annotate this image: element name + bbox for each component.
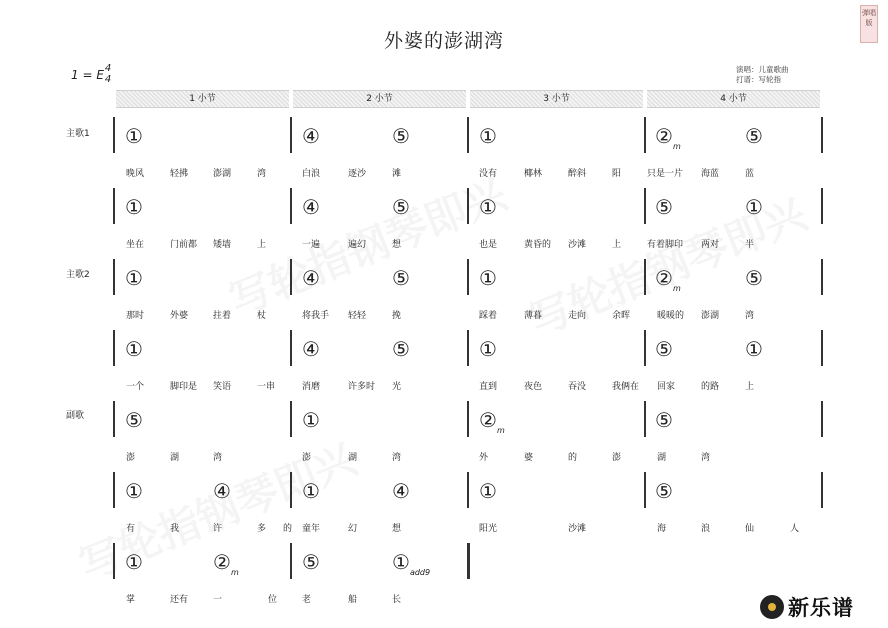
bar-line xyxy=(821,259,823,295)
lyric-word: 薄暮 xyxy=(524,311,543,321)
chord-degree: ① xyxy=(392,550,410,574)
lyric-word: 走向 xyxy=(568,311,587,321)
lyric-word: 一串 xyxy=(257,382,276,392)
chord-degree: ① xyxy=(125,266,143,290)
measure-header-1: 1 小节 xyxy=(116,90,289,108)
chord-degree: ④ xyxy=(392,479,410,503)
chord-symbol[interactable] xyxy=(392,126,410,146)
lyric-word: 只是一片 xyxy=(647,169,684,179)
lyric-word: 一个 xyxy=(126,382,145,392)
measure-header-3: 3 小节 xyxy=(470,90,643,108)
chord-symbol[interactable] xyxy=(479,197,497,217)
lyric-word: 暖暖的 xyxy=(657,311,685,321)
lyric-word: 澎 xyxy=(612,453,622,463)
lyric-word: 挽 xyxy=(392,311,402,321)
key-signature: 1 = E xyxy=(71,68,104,82)
lyric-word: 长 xyxy=(392,595,402,605)
chord-degree: ① xyxy=(302,479,320,503)
bar-line xyxy=(290,330,292,366)
chord-symbol[interactable] xyxy=(745,268,763,288)
lyric-word: 两对 xyxy=(701,240,720,250)
lyric-word: 晚风 xyxy=(126,169,145,179)
lyric-word: 椰林 xyxy=(524,169,543,179)
chord-degree: ① xyxy=(479,266,497,290)
singer-credit: 演唱：儿童歌曲 xyxy=(736,65,789,74)
lyric-word: 湾 xyxy=(213,453,223,463)
bar-line xyxy=(290,401,292,437)
lyric-word: 外婆 xyxy=(170,311,189,321)
bar-line xyxy=(467,543,470,579)
lyric-word: 外 xyxy=(479,453,489,463)
bar-line xyxy=(644,117,646,153)
lyric-word: 海 xyxy=(657,524,667,534)
chord-degree: ⑤ xyxy=(655,479,673,503)
chord-degree: ④ xyxy=(302,195,320,219)
chord-symbol[interactable] xyxy=(125,481,143,501)
chord-symbol[interactable] xyxy=(655,481,673,501)
chord-degree: ② xyxy=(655,124,673,148)
lyric-word: 童年 xyxy=(302,524,321,534)
chord-degree: ⑤ xyxy=(392,266,410,290)
lyric-word: 遍幻 xyxy=(348,240,367,250)
bar-line xyxy=(113,330,115,366)
chord-symbol[interactable] xyxy=(213,552,239,577)
chord-symbol[interactable] xyxy=(392,481,410,501)
lyric-word: 半 xyxy=(745,240,755,250)
bar-line xyxy=(467,259,469,295)
lyric-word: 有 xyxy=(126,524,136,534)
chord-quality: m xyxy=(230,568,239,577)
lyric-word: 沙滩 xyxy=(568,524,587,534)
bar-line xyxy=(467,330,469,366)
lyric-word: 踩着 xyxy=(479,311,498,321)
lyric-word: 想 xyxy=(392,524,402,534)
bar-line xyxy=(644,259,646,295)
lyric-word: 阳光 xyxy=(479,524,498,534)
chord-degree: ① xyxy=(125,550,143,574)
chord-degree: ④ xyxy=(302,266,320,290)
chord-degree: ④ xyxy=(213,479,231,503)
lyric-word: 一 xyxy=(213,595,223,605)
chord-degree: ① xyxy=(479,124,497,148)
record-icon xyxy=(760,595,784,619)
lyric-word: 湾 xyxy=(257,169,267,179)
bar-line xyxy=(644,472,646,508)
lyric-word: 杖 xyxy=(257,311,267,321)
bar-line xyxy=(113,401,115,437)
bar-line xyxy=(290,543,292,579)
bar-line xyxy=(467,117,469,153)
bar-line xyxy=(644,188,646,224)
lyric-word: 醉斜 xyxy=(568,169,587,179)
chord-degree: ⑤ xyxy=(392,124,410,148)
lyric-word: 沙滩 xyxy=(568,240,587,250)
lyric-word: 上 xyxy=(745,382,755,392)
chord-symbol[interactable] xyxy=(479,126,497,146)
chord-symbol[interactable] xyxy=(479,410,505,435)
chord-degree: ⑤ xyxy=(745,266,763,290)
lyric-word: 轻拂 xyxy=(170,169,189,179)
time-signature-top: 4 xyxy=(104,63,112,74)
bar-line xyxy=(290,472,292,508)
lyric-word: 阳 xyxy=(612,169,622,179)
lyric-word: 澎 xyxy=(302,453,312,463)
bar-line xyxy=(644,330,646,366)
chord-symbol[interactable] xyxy=(655,268,681,293)
chord-symbol[interactable] xyxy=(392,197,410,217)
lyric-word: 没有 xyxy=(479,169,498,179)
chord-symbol[interactable] xyxy=(655,339,673,359)
lyric-word: 轻轻 xyxy=(348,311,367,321)
arranger-credit: 打谱：写轮指 xyxy=(736,75,781,84)
chord-symbol[interactable] xyxy=(302,552,320,572)
chord-quality: add9 xyxy=(409,568,431,577)
measure-header-2: 2 小节 xyxy=(293,90,466,108)
lyric-word: 上 xyxy=(257,240,267,250)
lyric-word: 光 xyxy=(392,382,402,392)
lyric-word: 上 xyxy=(612,240,622,250)
chord-degree: ⑤ xyxy=(302,550,320,574)
lyric-word: 湾 xyxy=(392,453,402,463)
chord-degree: ⑤ xyxy=(655,195,673,219)
chord-symbol[interactable] xyxy=(392,552,430,577)
lyric-word: 余晖 xyxy=(612,311,631,321)
chord-symbol[interactable] xyxy=(745,126,763,146)
chord-symbol[interactable] xyxy=(479,268,497,288)
chord-symbol[interactable] xyxy=(479,339,497,359)
lyric-word: 直到 xyxy=(479,382,498,392)
lyric-word: 的 xyxy=(283,524,293,534)
lyric-word: 人 xyxy=(790,524,800,534)
lyric-word: 湾 xyxy=(701,453,711,463)
lyric-word: 还有 xyxy=(170,595,189,605)
bar-line xyxy=(821,330,823,366)
lyric-word: 滩 xyxy=(392,169,402,179)
chord-symbol[interactable] xyxy=(302,197,320,217)
lyric-word: 的 xyxy=(568,453,578,463)
lyric-word: 逐沙 xyxy=(348,169,367,179)
lyric-word: 有着脚印 xyxy=(647,240,684,250)
chord-degree: ① xyxy=(125,337,143,361)
chord-degree: ① xyxy=(745,195,763,219)
chord-quality: m xyxy=(672,284,681,293)
measure-header-4: 4 小节 xyxy=(647,90,820,108)
lyric-word: 将我手 xyxy=(302,311,330,321)
chord-degree: ② xyxy=(479,408,497,432)
bar-line xyxy=(467,188,469,224)
bar-line xyxy=(821,117,823,153)
lyric-word: 湖 xyxy=(348,453,358,463)
lyric-word: 坐在 xyxy=(126,240,145,250)
lyric-word: 湖 xyxy=(170,453,180,463)
chord-symbol[interactable] xyxy=(302,268,320,288)
time-signature xyxy=(102,63,114,85)
chord-symbol[interactable] xyxy=(125,552,143,572)
lyric-word: 船 xyxy=(348,595,358,605)
section-label-verse1: 主歌1 xyxy=(66,129,90,139)
chord-degree: ⑤ xyxy=(655,408,673,432)
chord-degree: ⑤ xyxy=(125,408,143,432)
lyric-word: 许多时 xyxy=(348,382,376,392)
bar-line xyxy=(821,472,823,508)
lyric-word: 也是 xyxy=(479,240,498,250)
lyric-word: 澎 xyxy=(126,453,136,463)
lyric-word: 拄着 xyxy=(213,311,232,321)
section-label-verse2: 主歌2 xyxy=(66,270,90,280)
chord-degree: ④ xyxy=(302,124,320,148)
chord-symbol[interactable] xyxy=(213,481,231,501)
chord-symbol[interactable] xyxy=(125,339,143,359)
chord-symbol[interactable] xyxy=(655,410,673,430)
bar-line xyxy=(644,401,646,437)
chord-degree: ① xyxy=(479,479,497,503)
bar-line xyxy=(821,401,823,437)
section-label-chorus: 副歌 xyxy=(66,411,85,421)
chord-symbol[interactable] xyxy=(302,481,320,501)
lyric-word: 位 xyxy=(268,595,278,605)
lyric-word: 一遍 xyxy=(302,240,321,250)
bar-line xyxy=(290,188,292,224)
bar-line xyxy=(113,472,115,508)
chord-degree: ⑤ xyxy=(392,337,410,361)
chord-quality: m xyxy=(672,142,681,151)
site-logo[interactable] xyxy=(760,594,854,620)
lyric-word: 白浪 xyxy=(302,169,321,179)
chord-degree: ① xyxy=(125,479,143,503)
bar-line xyxy=(467,401,469,437)
lyric-word: 幻 xyxy=(348,524,358,534)
lyric-word: 笑语 xyxy=(213,382,232,392)
chord-symbol[interactable] xyxy=(479,481,497,501)
lyric-word: 浪 xyxy=(701,524,711,534)
chord-degree: ② xyxy=(213,550,231,574)
chord-degree: ⑤ xyxy=(655,337,673,361)
lyric-word: 海蓝 xyxy=(701,169,720,179)
lyric-word: 老 xyxy=(302,595,312,605)
bar-line xyxy=(113,188,115,224)
lyric-word: 门前都 xyxy=(170,240,198,250)
chord-symbol[interactable] xyxy=(392,339,410,359)
chord-degree: ② xyxy=(655,266,673,290)
chord-degree: ① xyxy=(479,337,497,361)
chord-symbol[interactable] xyxy=(302,126,320,146)
bar-line xyxy=(467,472,469,508)
chord-symbol[interactable] xyxy=(745,339,763,359)
chord-symbol[interactable] xyxy=(392,268,410,288)
lyric-word: 多 xyxy=(257,524,267,534)
bar-line xyxy=(290,259,292,295)
chord-degree: ④ xyxy=(302,337,320,361)
page-title: 外婆的澎湖湾 xyxy=(383,30,504,52)
lyric-word: 仙 xyxy=(745,524,755,534)
lyric-word: 湾 xyxy=(745,311,755,321)
chord-quality: m xyxy=(496,426,505,435)
lyric-word: 消磨 xyxy=(302,382,321,392)
chord-symbol[interactable] xyxy=(125,126,143,146)
lyric-word: 我俩在 xyxy=(612,382,640,392)
chord-symbol[interactable] xyxy=(302,410,320,430)
chord-degree: ① xyxy=(125,124,143,148)
lyric-word: 掌 xyxy=(126,595,136,605)
version-badge: 弹唱版 xyxy=(860,5,878,43)
chord-degree: ① xyxy=(125,195,143,219)
chord-degree: ① xyxy=(302,408,320,432)
chord-symbol[interactable] xyxy=(655,126,681,151)
lyric-word: 矮墙 xyxy=(213,240,232,250)
lyric-word: 回家 xyxy=(657,382,676,392)
chord-symbol[interactable] xyxy=(125,197,143,217)
chord-symbol[interactable] xyxy=(745,197,763,217)
lyric-word: 黄昏的 xyxy=(524,240,552,250)
chord-degree: ① xyxy=(745,337,763,361)
bar-line xyxy=(290,117,292,153)
logo-text: 新乐谱 xyxy=(788,596,854,620)
time-signature-bottom: 4 xyxy=(104,74,112,85)
lyric-word: 许 xyxy=(213,524,223,534)
chord-symbol[interactable] xyxy=(302,339,320,359)
chord-degree: ① xyxy=(479,195,497,219)
chord-symbol[interactable] xyxy=(655,197,673,217)
lyric-word: 脚印是 xyxy=(170,382,198,392)
lyric-word: 湖 xyxy=(657,453,667,463)
bar-line xyxy=(113,117,115,153)
bar-line xyxy=(113,543,115,579)
lyric-word: 那时 xyxy=(126,311,145,321)
lyric-word: 我 xyxy=(170,524,180,534)
chord-symbol[interactable] xyxy=(125,410,143,430)
bar-line xyxy=(113,259,115,295)
chord-degree: ⑤ xyxy=(745,124,763,148)
lyric-word: 澎湖 xyxy=(701,311,720,321)
lyric-word: 澎湖 xyxy=(213,169,232,179)
lyric-word: 的路 xyxy=(701,382,720,392)
lyric-word: 蓝 xyxy=(745,169,755,179)
lyric-word: 婆 xyxy=(524,453,534,463)
lyric-word: 夜色 xyxy=(524,382,543,392)
lyric-word: 吞没 xyxy=(568,382,587,392)
bar-line xyxy=(821,188,823,224)
chord-degree: ⑤ xyxy=(392,195,410,219)
lyric-word: 想 xyxy=(392,240,402,250)
chord-symbol[interactable] xyxy=(125,268,143,288)
